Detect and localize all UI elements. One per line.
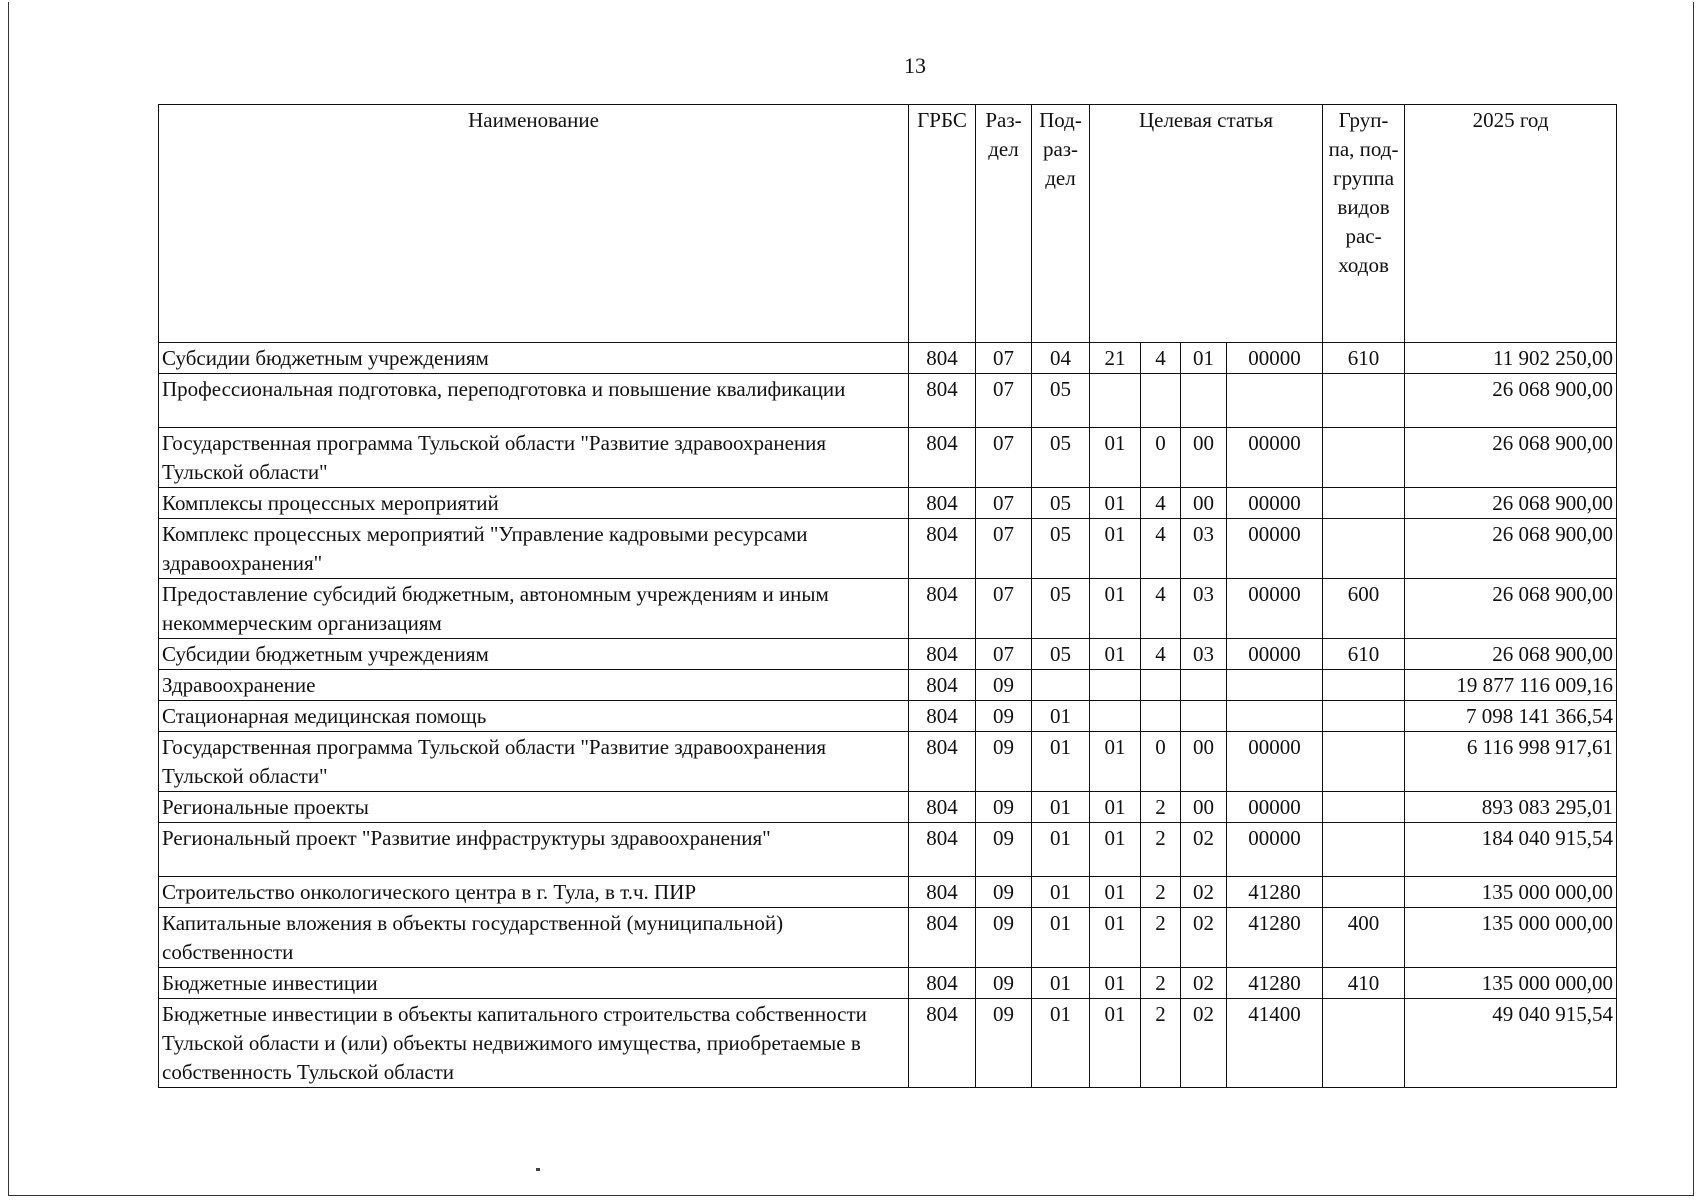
table-row [159, 343, 1617, 374]
target-type-cell: 4 [1141, 343, 1181, 374]
amount-2025-cell: 26 068 900,00 [1405, 428, 1617, 488]
target-program-cell: 01 [1090, 488, 1141, 519]
target-item-cell: 03 [1181, 639, 1227, 670]
grbs-cell: 804 [909, 823, 976, 877]
target-direction-cell: 00000 [1227, 732, 1323, 792]
target-program-cell: 01 [1090, 428, 1141, 488]
row-name-cell: Бюджетные инвестиции в объекты капитального строительства собственности Тульской области и (или) объекты недвижимого имущества, приобретаемые в собственность Тульской области [159, 999, 909, 1088]
target-program-cell: 01 [1090, 792, 1141, 823]
razdel-cell: 07 [976, 428, 1032, 488]
expense-group-cell: 400 [1323, 908, 1405, 968]
target-program-cell [1090, 374, 1141, 428]
target-program-cell: 01 [1090, 823, 1141, 877]
header-target-article: Целевая статья [1090, 105, 1323, 343]
row-name-cell: Здравоохранение [159, 670, 909, 701]
target-direction-cell: 00000 [1227, 792, 1323, 823]
podrazdel-cell: 05 [1032, 428, 1090, 488]
razdel-cell: 09 [976, 670, 1032, 701]
header-razdel: Раз-дел [976, 105, 1032, 343]
table-row [159, 488, 1617, 519]
table-row [159, 579, 1617, 639]
target-item-cell [1181, 701, 1227, 732]
amount-2025-cell: 49 040 915,54 [1405, 999, 1617, 1088]
table-row [159, 670, 1617, 701]
target-type-cell: 0 [1141, 428, 1181, 488]
razdel-cell: 07 [976, 519, 1032, 579]
row-name-cell: Стационарная медицинская помощь [159, 701, 909, 732]
header-podrazdel: Под-раз-дел [1032, 105, 1090, 343]
row-name-cell: Региональный проект "Развитие инфраструктуры здравоохранения" [159, 823, 909, 877]
row-name-cell: Комплексы процессных мероприятий [159, 488, 909, 519]
table-row [159, 823, 1617, 877]
grbs-cell: 804 [909, 374, 976, 428]
target-item-cell: 02 [1181, 908, 1227, 968]
row-name-cell: Субсидии бюджетным учреждениям [159, 343, 909, 374]
razdel-cell: 09 [976, 732, 1032, 792]
podrazdel-cell: 05 [1032, 488, 1090, 519]
table-row [159, 639, 1617, 670]
grbs-cell: 804 [909, 579, 976, 639]
expense-group-cell [1323, 374, 1405, 428]
razdel-cell: 07 [976, 639, 1032, 670]
expense-group-cell [1323, 701, 1405, 732]
podrazdel-cell: 01 [1032, 999, 1090, 1088]
razdel-cell: 07 [976, 343, 1032, 374]
grbs-cell: 804 [909, 488, 976, 519]
table-row [159, 877, 1617, 908]
target-direction-cell: 41280 [1227, 908, 1323, 968]
row-name-cell: Региональные проекты [159, 792, 909, 823]
target-item-cell: 01 [1181, 343, 1227, 374]
target-type-cell [1141, 701, 1181, 732]
target-program-cell: 01 [1090, 639, 1141, 670]
header-year-2025: 2025 год [1405, 105, 1617, 343]
target-program-cell: 01 [1090, 732, 1141, 792]
expense-group-cell: 610 [1323, 343, 1405, 374]
expense-group-cell [1323, 877, 1405, 908]
target-direction-cell: 00000 [1227, 579, 1323, 639]
target-direction-cell [1227, 670, 1323, 701]
target-type-cell [1141, 374, 1181, 428]
target-direction-cell: 00000 [1227, 343, 1323, 374]
target-direction-cell [1227, 374, 1323, 428]
target-program-cell [1090, 670, 1141, 701]
target-item-cell: 02 [1181, 823, 1227, 877]
row-name-cell: Субсидии бюджетным учреждениям [159, 639, 909, 670]
amount-2025-cell: 135 000 000,00 [1405, 877, 1617, 908]
page-number: 13 [904, 53, 926, 78]
target-item-cell [1181, 670, 1227, 701]
target-type-cell: 4 [1141, 488, 1181, 519]
target-type-cell: 4 [1141, 639, 1181, 670]
target-program-cell: 01 [1090, 579, 1141, 639]
target-item-cell: 00 [1181, 428, 1227, 488]
target-program-cell: 21 [1090, 343, 1141, 374]
grbs-cell: 804 [909, 908, 976, 968]
row-name-cell: Комплекс процессных мероприятий "Управление кадровыми ресурсами здравоохранения" [159, 519, 909, 579]
target-type-cell: 4 [1141, 579, 1181, 639]
podrazdel-cell: 04 [1032, 343, 1090, 374]
razdel-cell: 09 [976, 792, 1032, 823]
grbs-cell: 804 [909, 877, 976, 908]
grbs-cell: 804 [909, 639, 976, 670]
razdel-cell: 09 [976, 823, 1032, 877]
podrazdel-cell: 01 [1032, 908, 1090, 968]
target-item-cell: 00 [1181, 732, 1227, 792]
target-program-cell: 01 [1090, 999, 1141, 1088]
podrazdel-cell [1032, 670, 1090, 701]
razdel-cell: 09 [976, 968, 1032, 999]
target-item-cell: 02 [1181, 877, 1227, 908]
target-direction-cell: 00000 [1227, 428, 1323, 488]
table-row [159, 701, 1617, 732]
row-name-cell: Государственная программа Тульской области "Развитие здравоохранения Тульской области" [159, 428, 909, 488]
target-direction-cell: 41280 [1227, 968, 1323, 999]
target-direction-cell: 00000 [1227, 519, 1323, 579]
amount-2025-cell: 26 068 900,00 [1405, 374, 1617, 428]
target-direction-cell: 41280 [1227, 877, 1323, 908]
razdel-cell: 07 [976, 579, 1032, 639]
header-expense-group: Груп-па, под-группа видов рас-ходов [1323, 105, 1405, 343]
expense-group-cell [1323, 732, 1405, 792]
amount-2025-cell: 184 040 915,54 [1405, 823, 1617, 877]
scan-mark [536, 1168, 540, 1171]
target-type-cell: 2 [1141, 823, 1181, 877]
grbs-cell: 804 [909, 999, 976, 1088]
row-name-cell: Капитальные вложения в объекты государственной (муниципальной) собственности [159, 908, 909, 968]
expense-group-cell [1323, 428, 1405, 488]
row-name-cell: Предоставление субсидий бюджетным, автономным учреждениям и иным некоммерческим организациям [159, 579, 909, 639]
amount-2025-cell: 26 068 900,00 [1405, 639, 1617, 670]
podrazdel-cell: 01 [1032, 792, 1090, 823]
razdel-cell: 09 [976, 701, 1032, 732]
table-row [159, 519, 1617, 579]
grbs-cell: 804 [909, 670, 976, 701]
razdel-cell: 09 [976, 908, 1032, 968]
row-name-cell: Строительство онкологического центра в г. Тула, в т.ч. ПИР [159, 877, 909, 908]
podrazdel-cell: 05 [1032, 639, 1090, 670]
expense-group-cell [1323, 999, 1405, 1088]
target-direction-cell: 41400 [1227, 999, 1323, 1088]
podrazdel-cell: 01 [1032, 732, 1090, 792]
amount-2025-cell: 7 098 141 366,54 [1405, 701, 1617, 732]
target-type-cell: 2 [1141, 999, 1181, 1088]
header-grbs: ГРБС [909, 105, 976, 343]
target-item-cell: 03 [1181, 579, 1227, 639]
expense-group-cell [1323, 792, 1405, 823]
target-direction-cell [1227, 701, 1323, 732]
header-row [159, 105, 1617, 343]
amount-2025-cell: 135 000 000,00 [1405, 908, 1617, 968]
grbs-cell: 804 [909, 792, 976, 823]
target-direction-cell: 00000 [1227, 823, 1323, 877]
table-row [159, 792, 1617, 823]
target-direction-cell: 00000 [1227, 488, 1323, 519]
target-program-cell: 01 [1090, 519, 1141, 579]
table-row [159, 999, 1617, 1088]
podrazdel-cell: 01 [1032, 823, 1090, 877]
amount-2025-cell: 893 083 295,01 [1405, 792, 1617, 823]
target-type-cell: 4 [1141, 519, 1181, 579]
target-item-cell: 03 [1181, 519, 1227, 579]
expense-group-cell: 410 [1323, 968, 1405, 999]
row-name-cell: Государственная программа Тульской области "Развитие здравоохранения Тульской области" [159, 732, 909, 792]
podrazdel-cell: 05 [1032, 519, 1090, 579]
target-type-cell: 2 [1141, 877, 1181, 908]
row-name-cell: Профессиональная подготовка, переподготовка и повышение квалификации [159, 374, 909, 428]
grbs-cell: 804 [909, 428, 976, 488]
amount-2025-cell: 26 068 900,00 [1405, 579, 1617, 639]
expense-group-cell: 610 [1323, 639, 1405, 670]
amount-2025-cell: 6 116 998 917,61 [1405, 732, 1617, 792]
podrazdel-cell: 05 [1032, 374, 1090, 428]
expense-group-cell [1323, 670, 1405, 701]
grbs-cell: 804 [909, 701, 976, 732]
expense-group-cell [1323, 519, 1405, 579]
razdel-cell: 07 [976, 374, 1032, 428]
table-row [159, 908, 1617, 968]
podrazdel-cell: 01 [1032, 968, 1090, 999]
grbs-cell: 804 [909, 343, 976, 374]
grbs-cell: 804 [909, 968, 976, 999]
target-item-cell [1181, 374, 1227, 428]
target-direction-cell: 00000 [1227, 639, 1323, 670]
target-item-cell: 02 [1181, 999, 1227, 1088]
table-row [159, 428, 1617, 488]
target-item-cell: 02 [1181, 968, 1227, 999]
grbs-cell: 804 [909, 519, 976, 579]
podrazdel-cell: 01 [1032, 701, 1090, 732]
target-program-cell [1090, 701, 1141, 732]
razdel-cell: 07 [976, 488, 1032, 519]
budget-table [158, 104, 1617, 1088]
razdel-cell: 09 [976, 877, 1032, 908]
table-row [159, 968, 1617, 999]
expense-group-cell: 600 [1323, 579, 1405, 639]
target-item-cell: 00 [1181, 488, 1227, 519]
table-row [159, 732, 1617, 792]
amount-2025-cell: 26 068 900,00 [1405, 488, 1617, 519]
expense-group-cell [1323, 488, 1405, 519]
podrazdel-cell: 01 [1032, 877, 1090, 908]
expense-group-cell [1323, 823, 1405, 877]
amount-2025-cell: 11 902 250,00 [1405, 343, 1617, 374]
amount-2025-cell: 19 877 116 009,16 [1405, 670, 1617, 701]
target-type-cell: 0 [1141, 732, 1181, 792]
amount-2025-cell: 135 000 000,00 [1405, 968, 1617, 999]
target-program-cell: 01 [1090, 908, 1141, 968]
target-type-cell [1141, 670, 1181, 701]
header-name: Наименование [159, 105, 909, 343]
table-row [159, 374, 1617, 428]
target-program-cell: 01 [1090, 877, 1141, 908]
target-type-cell: 2 [1141, 908, 1181, 968]
razdel-cell: 09 [976, 999, 1032, 1088]
grbs-cell: 804 [909, 732, 976, 792]
row-name-cell: Бюджетные инвестиции [159, 968, 909, 999]
target-program-cell: 01 [1090, 968, 1141, 999]
target-type-cell: 2 [1141, 792, 1181, 823]
amount-2025-cell: 26 068 900,00 [1405, 519, 1617, 579]
target-item-cell: 00 [1181, 792, 1227, 823]
target-type-cell: 2 [1141, 968, 1181, 999]
podrazdel-cell: 05 [1032, 579, 1090, 639]
